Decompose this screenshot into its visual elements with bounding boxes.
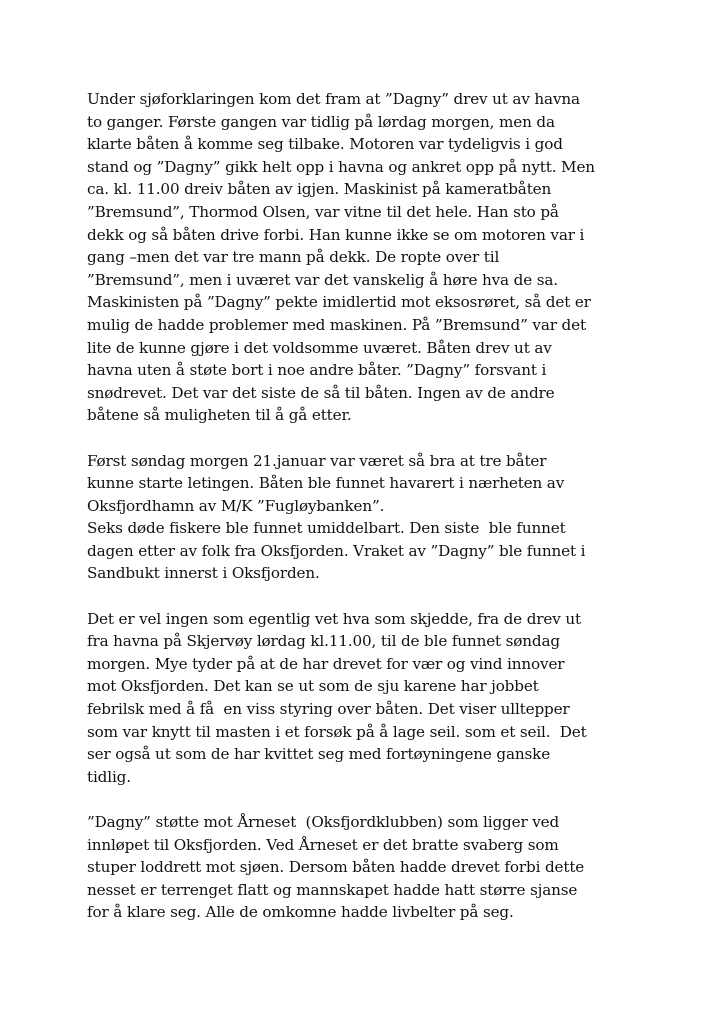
text-line: morgen. Mye tyder på at de har drevet for vær og vind innover (87, 654, 565, 673)
text-line: mulig de hadde problemer med maskinen. På ”Bremsund” var det (87, 315, 586, 334)
text-line: dekk og så båten drive forbi. Han kunne ikke se om motoren var i (87, 225, 585, 244)
text-line: ca. kl. 11.00 dreiv båten av igjen. Maskinist på kameratbåten (87, 180, 552, 199)
text-line: båtene så muligheten til å gå etter. (87, 406, 352, 425)
text-line: snødrevet. Det var det siste de så til båten. Ingen av de andre (87, 383, 555, 402)
text-line: stand og ”Dagny” gikk helt opp i havna og ankret opp på nytt. Men (87, 157, 595, 176)
text-line: innløpet til Oksfjorden. Ved Årneset er det bratte svaberg som (87, 835, 559, 854)
text-line: stuper loddrett mot sjøen. Dersom båten hadde drevet forbi dette (87, 858, 585, 877)
text-line: Maskinisten på ”Dagny” pekte imidlertid mot eksosrøret, så det er (87, 293, 591, 312)
text-line: fra havna på Skjervøy lørdag kl.11.00, til de ble funnet søndag (87, 632, 560, 651)
text-line: mot Oksfjorden. Det kan se ut som de sju karene har jobbet (87, 677, 539, 696)
text-line: Under sjøforklaringen kom det fram at ”Dagny” drev ut av havna (87, 90, 580, 108)
text-line: febrilsk med å få en viss styring over båten. Det viser ulltepper (87, 700, 570, 719)
text-line: Seks døde fiskere ble funnet umiddelbart. Den siste ble funnet (87, 519, 566, 538)
document-body (87, 88, 647, 947)
text-line: ”Dagny” støtte mot Årneset (Oksfjordklubben) som ligger ved (87, 813, 560, 831)
text-line: ”Bremsund”, Thormod Olsen, var vitne til det hele. Han sto på (87, 202, 559, 221)
text-line: lite de kunne gjøre i det voldsomme uværet. Båten drev ut av (87, 338, 552, 357)
text-line: havna uten å støte bort i noe andre båter. ”Dagny” forsvant i (87, 361, 547, 380)
text-line: nesset er terrenget flatt og mannskapet hadde hatt større sjanse (87, 880, 578, 899)
text-line: ”Bremsund”, men i uværet var det vanskelig å høre hva de sa. (87, 270, 558, 289)
text-line: Først søndag morgen 21.januar var været så bra at tre båter (87, 451, 547, 470)
text-line: for å klare seg. Alle de omkomne hadde livbelter på seg. (87, 903, 514, 922)
text-line: klarte båten å komme seg tilbake. Motoren var tydeligvis i god (87, 135, 563, 154)
text-line: ser også ut som de har kvittet seg med fortøyningene ganske (87, 745, 551, 764)
text-line: gang –men det var tre mann på dekk. De ropte over til (87, 248, 500, 267)
text-line: Oksfjordhamn av M/K ”Fugløybanken”. (87, 496, 385, 515)
text-line: tidlig. (87, 767, 131, 786)
text-line: dagen etter av folk fra Oksfjorden. Vraket av ”Dagny” ble funnet i (87, 541, 586, 560)
paragraph-drift (87, 88, 647, 427)
paragraph-search (87, 450, 647, 586)
paragraph-wreck-site (87, 811, 647, 924)
text-line: som var knytt til masten i et forsøk på å lage seil. som et seil. Det (87, 722, 587, 741)
text-line: to ganger. Første gangen var tidlig på lørdag morgen, men da (87, 112, 555, 131)
paragraph-speculation (87, 608, 647, 789)
text-line: Sandbukt innerst i Oksfjorden. (87, 564, 320, 583)
text-line: kunne starte letingen. Båten ble funnet havarert i nærheten av (87, 474, 565, 493)
text-line: Det er vel ingen som egentlig vet hva som skjedde, fra de drev ut (87, 609, 581, 628)
